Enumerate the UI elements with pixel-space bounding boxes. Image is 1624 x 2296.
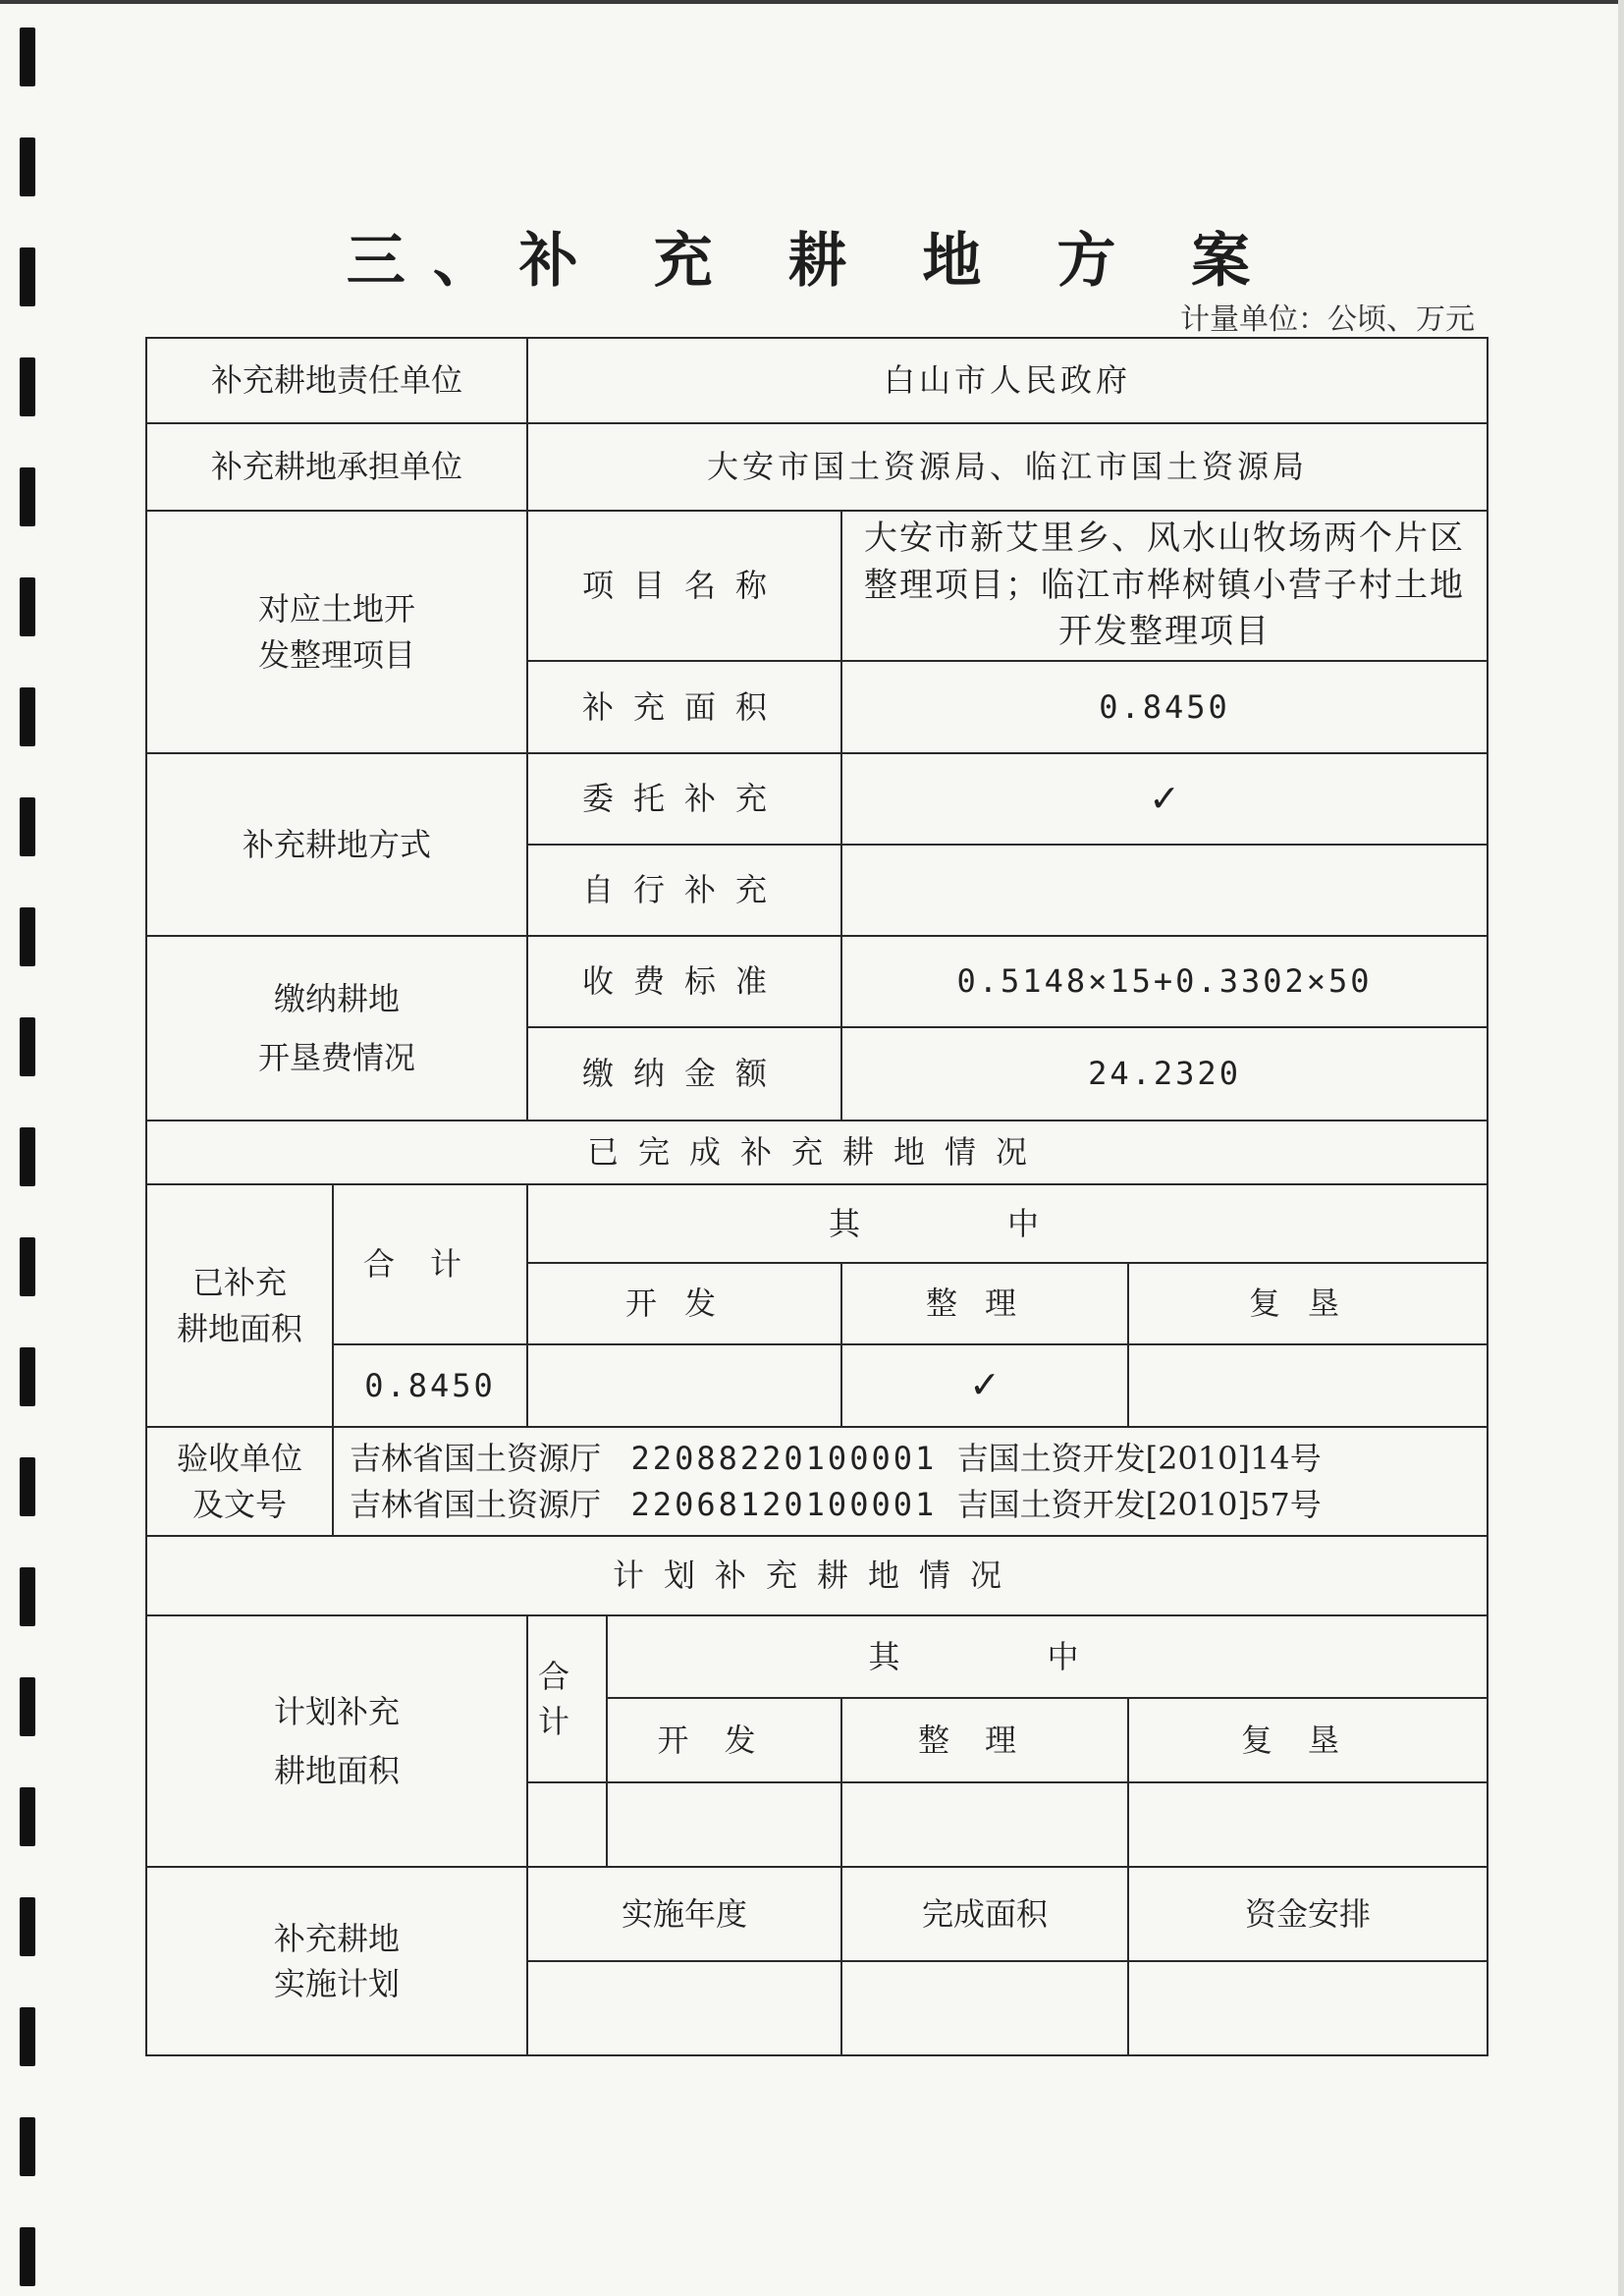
binder-hole	[20, 1237, 35, 1296]
amount-value: 24.2320	[841, 1027, 1488, 1121]
project-label-line1: 对应土地开	[258, 590, 416, 629]
undertaking-value: 大安市国土资源局、临江市国土资源局	[527, 423, 1488, 511]
schedule-label-line2: 实施计划	[274, 1965, 401, 2002]
area-label: 补充面积	[527, 661, 841, 753]
standard-value: 0.5148×15+0.3302×50	[841, 936, 1488, 1027]
acceptance-value	[333, 1427, 1488, 1536]
completed-label-line1: 已补充	[191, 1264, 287, 1302]
planned-header-row	[146, 1615, 1488, 1698]
binder-hole	[20, 2007, 35, 2066]
acceptance-doc-2: 吉国土资开发[2010]57号	[956, 1485, 1322, 1523]
project-name-line1: 大安市新艾里乡、风水山牧场两个片区	[864, 519, 1466, 559]
planned-section-row	[146, 1536, 1488, 1615]
responsible-row	[146, 338, 1488, 423]
binder-hole	[20, 1787, 35, 1846]
self-value	[841, 845, 1488, 936]
binder-hole	[20, 907, 35, 966]
fee-standard-row	[146, 936, 1488, 1027]
completed-total-label: 合计	[333, 1184, 527, 1344]
measurement-unit: 计量单位：公顷、万元	[1180, 302, 1475, 337]
project-name-line3: 开发整理项目	[1058, 612, 1272, 652]
acceptance-line-1	[350, 1436, 1477, 1481]
project-name-row	[146, 511, 1488, 661]
schedule-label-line1: 补充耕地	[274, 1919, 401, 1957]
completed-reclaim-value	[1128, 1344, 1488, 1427]
schedule-col-area: 完成面积	[841, 1867, 1128, 1961]
completed-header-row	[146, 1184, 1488, 1263]
planned-develop-value	[607, 1782, 841, 1867]
acceptance-code-2: 22068120100001	[630, 1485, 938, 1523]
completed-col-develop: 开发	[527, 1263, 841, 1344]
completed-col-reclaim: 复垦	[1128, 1263, 1488, 1344]
schedule-area-value	[841, 1961, 1128, 2055]
fee-label	[146, 936, 527, 1121]
acceptance-doc-1: 吉国土资开发[2010]14号	[956, 1440, 1322, 1478]
responsible-value: 白山市人民政府	[527, 338, 1488, 423]
acceptance-label-line1: 验收单位	[176, 1440, 302, 1478]
responsible-label: 补充耕地责任单位	[146, 338, 527, 423]
method-entrust-row	[146, 753, 1488, 845]
page-title: 三、补 充 耕 地 方 案	[346, 227, 1278, 296]
binder-hole	[20, 1017, 35, 1076]
planned-label-line2: 耕地面积	[274, 1752, 401, 1789]
binder-hole	[20, 467, 35, 526]
acceptance-label	[146, 1427, 333, 1536]
binder-hole	[20, 797, 35, 856]
schedule-label	[146, 1867, 527, 2055]
completed-develop-value	[527, 1344, 841, 1427]
amount-label: 缴纳金额	[527, 1027, 841, 1121]
completed-label-line2: 耕地面积	[176, 1309, 302, 1347]
planned-section-title: 计划补充耕地情况	[146, 1536, 1488, 1615]
schedule-col-funds: 资金安排	[1128, 1867, 1488, 1961]
binder-hole	[20, 1567, 35, 1626]
binder-hole	[20, 357, 35, 416]
planned-col-consolidate: 整理	[841, 1698, 1128, 1782]
acceptance-row	[146, 1427, 1488, 1536]
binder-holes	[20, 0, 43, 2296]
planned-col-reclaim: 复垦	[1128, 1698, 1488, 1782]
binder-hole	[20, 1677, 35, 1736]
planned-total-label: 合计	[527, 1615, 607, 1782]
completed-total-value: 0.8450	[333, 1344, 527, 1427]
self-label: 自行补充	[527, 845, 841, 936]
acceptance-line-2	[350, 1482, 1477, 1527]
completed-col-consolidate: 整理	[841, 1263, 1128, 1344]
binder-hole	[20, 1127, 35, 1186]
planned-label	[146, 1615, 527, 1867]
binder-hole	[20, 2227, 35, 2286]
planned-among-label: 其中	[607, 1615, 1488, 1698]
standard-label: 收费标准	[527, 936, 841, 1027]
acceptance-unit-2: 吉林省国土资源厅	[350, 1485, 602, 1523]
schedule-header-row	[146, 1867, 1488, 1961]
binder-hole	[20, 2117, 35, 2176]
project-label	[146, 511, 527, 753]
undertaking-row	[146, 423, 1488, 511]
completed-section-title: 已完成补充耕地情况	[146, 1121, 1488, 1184]
schedule-year-value	[527, 1961, 841, 2055]
planned-consolidate-value	[841, 1782, 1128, 1867]
completed-consolidate-value: ✓	[841, 1344, 1128, 1427]
entrust-check: ✓	[841, 753, 1488, 845]
binder-hole	[20, 1897, 35, 1956]
supplementary-farmland-plan-table	[145, 337, 1489, 2056]
schedule-funds-value	[1128, 1961, 1488, 2055]
schedule-col-year: 实施年度	[527, 1867, 841, 1961]
binder-hole	[20, 27, 35, 86]
binder-hole	[20, 577, 35, 636]
completed-section-row	[146, 1121, 1488, 1184]
binder-hole	[20, 1347, 35, 1406]
acceptance-unit-1: 吉林省国土资源厅	[350, 1440, 602, 1478]
planned-col-develop: 开发	[607, 1698, 841, 1782]
completed-values-row	[146, 1344, 1488, 1427]
project-name-line2: 整理项目；临江市桦树镇小营子村土地	[864, 565, 1466, 605]
project-name-value	[841, 511, 1488, 661]
planned-label-line1: 计划补充	[274, 1692, 401, 1730]
method-label: 补充耕地方式	[146, 753, 527, 936]
completed-label	[146, 1184, 333, 1427]
acceptance-code-1: 22088220100001	[630, 1440, 938, 1478]
undertaking-label: 补充耕地承担单位	[146, 423, 527, 511]
area-value: 0.8450	[841, 661, 1488, 753]
planned-reclaim-value	[1128, 1782, 1488, 1867]
binder-hole	[20, 137, 35, 196]
scan-top-edge	[0, 0, 1624, 4]
binder-hole	[20, 687, 35, 746]
completed-among-label: 其中	[527, 1184, 1488, 1263]
project-label-line2: 发整理项目	[258, 635, 416, 674]
fee-label-line2: 开垦费情况	[258, 1039, 416, 1076]
fee-label-line1: 缴纳耕地	[274, 979, 401, 1017]
acceptance-label-line2: 及文号	[191, 1485, 287, 1523]
entrust-label: 委托补充	[527, 753, 841, 845]
binder-hole	[20, 1457, 35, 1516]
planned-total-value	[527, 1782, 607, 1867]
project-name-label: 项目名称	[527, 511, 841, 661]
scan-right-edge	[1618, 0, 1624, 2296]
